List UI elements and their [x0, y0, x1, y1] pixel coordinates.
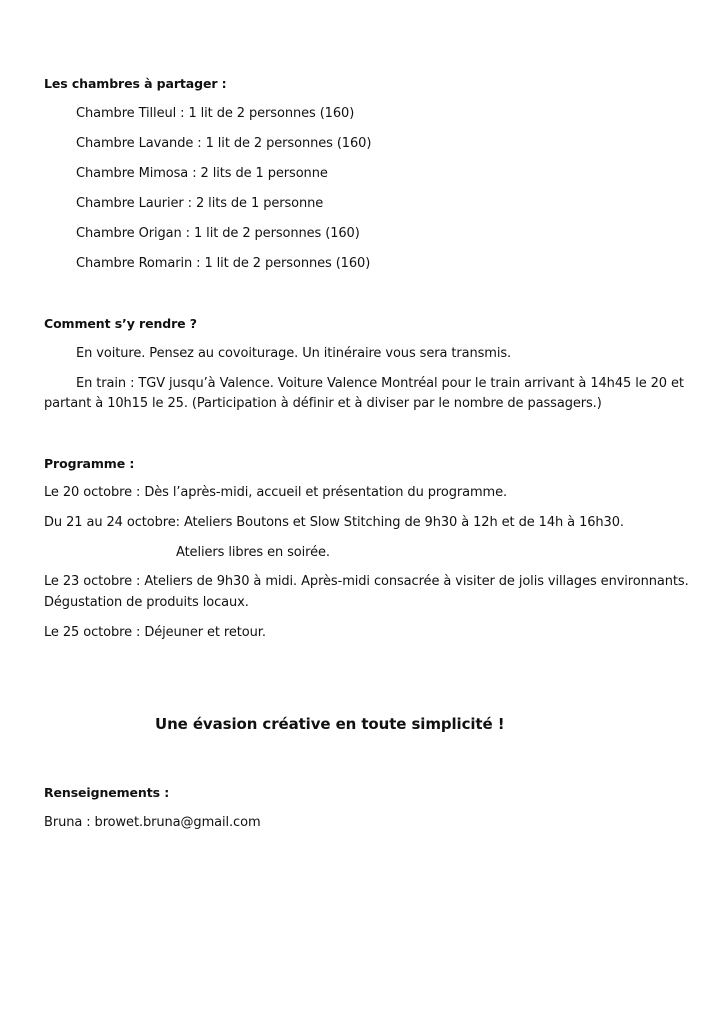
- access-heading: Comment s’y rendre ?: [44, 316, 197, 331]
- info-heading: Renseignements :: [44, 785, 170, 800]
- room-item: Chambre Tilleul : 1 lit de 2 personnes (160): [76, 106, 355, 121]
- room-item: Chambre Mimosa : 2 lits de 1 personne: [76, 166, 328, 181]
- access-car: En voiture. Pensez au covoiturage. Un itinéraire vous sera transmis.: [76, 346, 512, 361]
- slogan: Une évasion créative en toute simplicité !: [155, 715, 505, 733]
- rooms-heading: Les chambres à partager :: [44, 76, 227, 91]
- program-day23-line1: Le 23 octobre : Ateliers de 9h30 à midi. Après-midi consacrée à visiter de jolis villages environnants.: [44, 574, 689, 589]
- room-item: Chambre Lavande : 1 lit de 2 personnes (160): [76, 136, 372, 151]
- program-heading: Programme :: [44, 456, 135, 471]
- access-train-line1: En train : TGV jusqu’à Valence. Voiture Valence Montréal pour le train arrivant à 14h45 le 20 et: [76, 376, 684, 391]
- program-evenings: Ateliers libres en soirée.: [176, 545, 330, 560]
- room-item: Chambre Romarin : 1 lit de 2 personnes (160): [76, 256, 371, 271]
- program-days21-24: Du 21 au 24 octobre: Ateliers Boutons et Slow Stitching de 9h30 à 12h et de 14h à 16h30.: [44, 515, 624, 530]
- program-day23-line2: Dégustation de produits locaux.: [44, 595, 249, 610]
- access-train-line2: partant à 10h15 le 25. (Participation à définir et à diviser par le nombre de passagers.): [44, 396, 602, 411]
- program-day20: Le 20 octobre : Dès l’après-midi, accueil et présentation du programme.: [44, 485, 508, 500]
- info-contact: Bruna : browet.bruna@gmail.com: [44, 815, 261, 830]
- program-day25: Le 25 octobre : Déjeuner et retour.: [44, 625, 266, 640]
- room-item: Chambre Laurier : 2 lits de 1 personne: [76, 196, 324, 211]
- room-item: Chambre Origan : 1 lit de 2 personnes (160): [76, 226, 360, 241]
